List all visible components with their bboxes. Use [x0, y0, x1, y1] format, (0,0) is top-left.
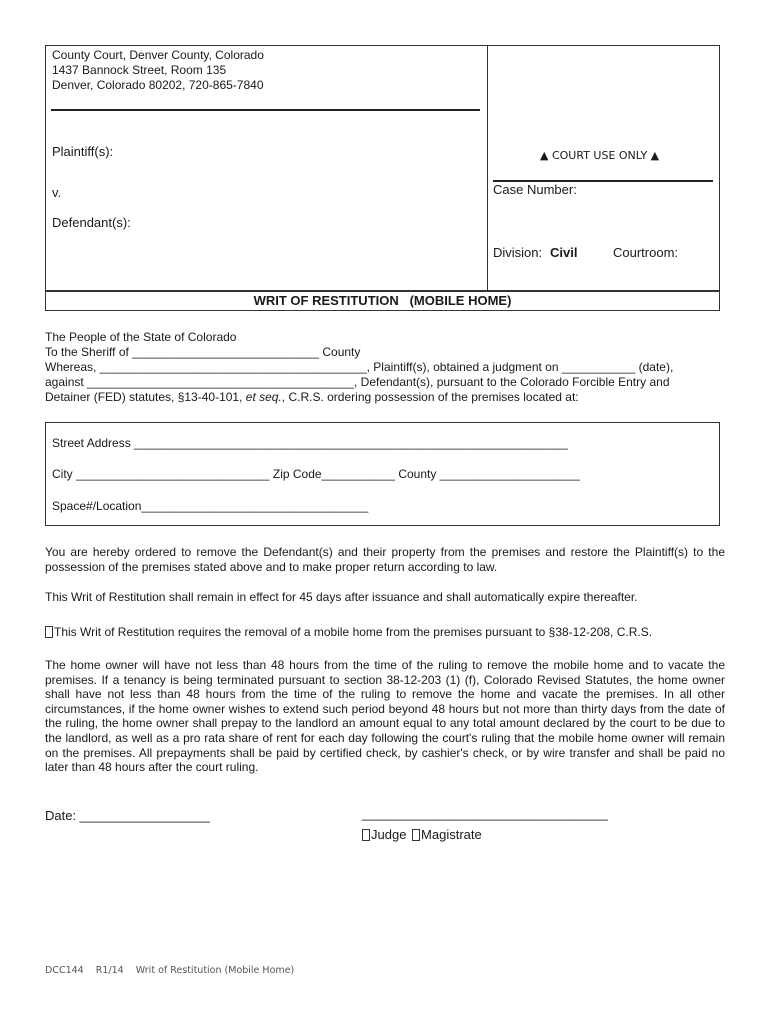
document-title: WRIT OF RESTITUTION (MOBILE HOME) — [253, 293, 512, 308]
street-address-field[interactable]: Street Address _________________________________________________________________ — [52, 436, 568, 450]
magistrate-checkbox[interactable] — [412, 829, 420, 841]
intro-statute-pre: Detainer (FED) statutes, §13-40-101, — [45, 390, 246, 404]
home-owner-paragraph: The home owner will have not less than 48 hours from the time of the ruling to remove the mobile home and to vacate the premises. If a tenancy is being terminated pursuant to section 38-12-203 (1) (f), Colorado Revised Statutes, the home owner shall have not less than 48 hours from the time of the ruling to remove the home and vacate the premises. In all other circumstances, if the home owner wishes to extend such period beyond 48 hours but not more than thirty days from the date of the ruling, the home owner shall prepay to the landlord an amount equal to any total amount declared by the court to be due to the landlord, as well as a pro rata share of rent for each day following the court's ruling that the mobile home owner will remain on the premises. All prepayments shall be paid by certified check, by cashier's check, or by wire transfer and shall be paid no later than 48 hours after the court ruling. — [45, 658, 725, 775]
judge-checkbox[interactable] — [362, 829, 370, 841]
date-field[interactable]: Date: __________________ — [45, 808, 210, 823]
judge-magistrate-line — [362, 827, 482, 842]
mobile-home-text: This Writ of Restitution requires the removal of a mobile home from the premises pursuant to §38-12-208, C.R.S. — [54, 625, 653, 639]
signature-line[interactable]: __________________________________ — [362, 806, 608, 821]
division-value: Civil — [550, 245, 578, 260]
intro-sheriff: To the Sheriff of ____________________________ County — [45, 345, 361, 359]
plaintiff-label: Plaintiff(s): — [52, 144, 114, 159]
intro-statute — [45, 390, 579, 405]
mobile-home-checkbox[interactable] — [45, 626, 53, 638]
court-use-only: ▲ COURT USE ONLY ▲ — [540, 149, 660, 162]
intro-whereas: Whereas, ________________________________________, Plaintiff(s), obtained a judgment on ___________ (date), — [45, 360, 674, 374]
intro-people: The People of the State of Colorado — [45, 330, 237, 344]
intro-against: against ________________________________________, Defendant(s), pursuant to the Colorado Forcible Entry and — [45, 375, 670, 389]
court-city-phone: Denver, Colorado 80202, 720-865-7840 — [52, 78, 264, 92]
court-name: County Court, Denver County, Colorado — [52, 48, 264, 62]
case-number-label: Case Number: — [493, 182, 577, 197]
versus-label: v. — [52, 185, 62, 200]
effect-paragraph: This Writ of Restitution shall remain in effect for 45 days after issuance and shall automatically expire thereafter. — [45, 590, 638, 604]
court-street: 1437 Bannock Street, Room 135 — [52, 63, 227, 77]
city-zip-county-field[interactable]: City _____________________________ Zip Code___________ County _____________________ — [52, 467, 580, 481]
order-paragraph: You are hereby ordered to remove the Defendant(s) and their property from the premises and restore the Plaintiff(s) to the possession of the premises stated above and to make proper return according to law. — [45, 545, 725, 574]
form-footer: DCC144 R1/14 Writ of Restitution (Mobile Home) — [45, 965, 295, 976]
magistrate-label: Magistrate — [421, 827, 482, 842]
caption-divider — [487, 45, 488, 291]
intro-statute-italic: et seq. — [245, 390, 282, 404]
space-location-field[interactable]: Space#/Location__________________________________ — [52, 499, 369, 513]
division-label: Division: — [493, 245, 543, 260]
court-underline — [51, 109, 480, 111]
judge-label: Judge — [371, 827, 407, 842]
intro-statute-post: , C.R.S. ordering possession of the premises located at: — [281, 390, 579, 404]
mobile-home-line — [45, 625, 652, 640]
courtroom-label: Courtroom: — [613, 245, 679, 260]
defendant-label: Defendant(s): — [52, 215, 131, 230]
